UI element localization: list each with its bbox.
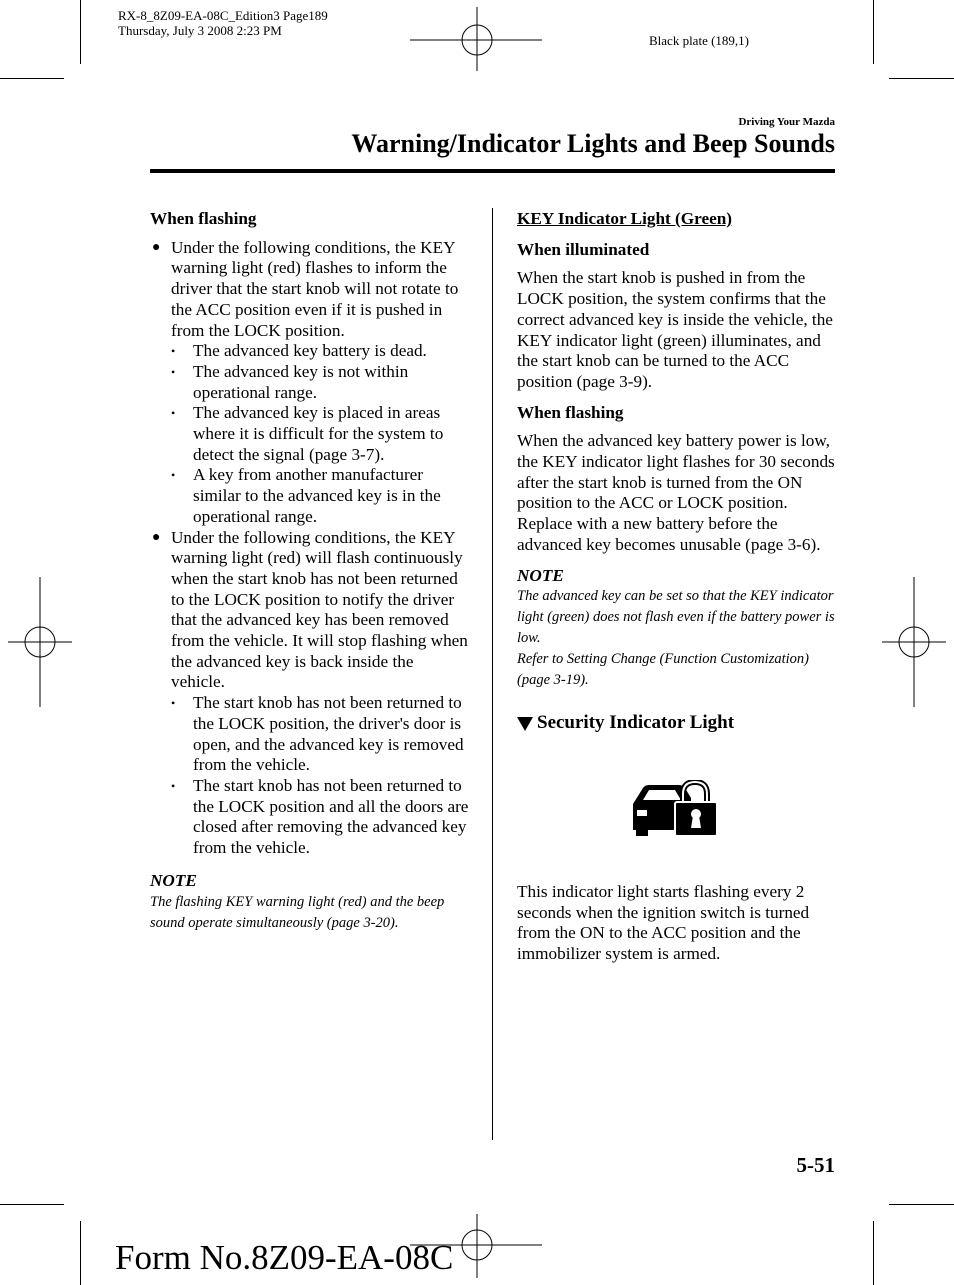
left-column [150,209,470,934]
sub-bullet-text: A key from another manufacturer similar to the advanced key is in the operational range. [193,465,441,526]
security-heading [517,713,839,734]
illuminated-text: When the start knob is pushed in from the LOCK position, the system confirms that the correct advanced key is inside the vehicle, the KEY indicator light (green) illuminates, and the start knob can be turned to the ACC position (page 3-9). [517,268,833,391]
registration-mark-top [410,7,542,71]
section-name: Driving Your Mazda [738,116,835,128]
bullet-dot-icon: • [171,344,176,359]
triangle-down-icon [517,717,533,731]
file-info-line2: Thursday, July 3 2008 2:23 PM [118,23,282,38]
sub-bullet-text: The start knob has not been returned to the LOCK position and all the doors are closed after removing the advanced key from the vehicle. [193,775,469,858]
security-heading-text: Security Indicator Light [537,712,735,734]
note-label: NOTE [150,870,197,890]
flashing-text: When the advanced key battery power is low, the KEY indicator light flashes for 30 seconds after the start knob is turned from the ON position to the ACC or LOCK position. Replace with a new battery before the advanced key becomes unusable (page 3-6). [517,431,835,554]
note-label: NOTE [517,565,564,585]
sub-bullet-text: The start knob has not been returned to the LOCK position, the driver's door is open, and the advanced key is removed from the vehicle. [193,693,464,775]
column-divider [492,208,493,1140]
sub-bullet-text: The advanced key is placed in areas where it is difficult for the system to detect the signal (page 3-7). [193,403,444,464]
note-text-reference: Refer to Setting Change (Function Customization)(page 3-19). [517,651,809,689]
bullet-dot-icon: • [171,406,176,421]
bullet-text: Under the following conditions, the KEY warning light (red) flashes to inform the driver that the start knob will not rotate to the ACC position even if it is pushed in from the LOCK position. [171,237,459,340]
security-text: This indicator light starts flashing every 2 seconds when the ignition switch is turned from the ON to the ACC position and the immobilizer system is armed. [517,881,810,964]
file-info-line1: RX-8_8Z09-EA-08C_Edition3 Page189 [118,8,328,23]
right-column [517,209,839,965]
sub-bullet-item [150,776,470,859]
file-info [118,8,328,38]
sub-bullet-item [150,465,470,527]
sub-bullet-item [150,693,470,776]
bullet-dot-icon: ● [152,239,161,255]
bullet-item [150,238,470,342]
bullet-item [150,528,470,694]
bullet-dot-icon: • [171,364,176,379]
bullet-text: Under the following conditions, the KEY warning light (red) will flash continuously when the start knob has not been returned to the LOCK position to notify the driver that the advanced key has been removed from the vehicle. It will stop flashing when the advanced key is back inside the vehicle. [171,527,468,692]
registration-mark-right [882,577,946,707]
bullet-dot-icon: • [171,468,176,483]
page-number: 5-51 [796,1153,835,1177]
when-illuminated-heading: When illuminated [517,239,650,259]
left-heading: When flashing [150,209,257,228]
title-rule [150,169,835,173]
when-flashing-heading: When flashing [517,402,624,422]
page-title: Warning/Indicator Lights and Beep Sounds [351,129,835,158]
sub-bullet-item [150,403,470,465]
registration-mark-left [8,577,72,707]
sub-bullet-text: The advanced key battery is dead. [193,341,427,361]
plate-label: Black plate (189,1) [649,33,749,48]
bullet-dot-icon: • [171,696,176,711]
form-number: Form No.8Z09-EA-08C [115,1238,454,1277]
key-indicator-heading: KEY Indicator Light (Green) [517,209,733,228]
note-text: The flashing KEY warning light (red) and the beep sound operate simultaneously (page 3-20). [150,893,445,931]
bullet-dot-icon: ● [152,529,161,545]
sub-bullet-text: The advanced key is not within operational range. [193,361,409,402]
bullet-dot-icon: • [171,778,176,793]
car-padlock-security-icon [631,780,719,838]
sub-bullet-item [150,362,470,403]
note-text: The advanced key can be set so that the KEY indicator light (green) does not flash even if the battery power is low. [517,588,835,647]
sub-bullet-item [150,341,470,362]
